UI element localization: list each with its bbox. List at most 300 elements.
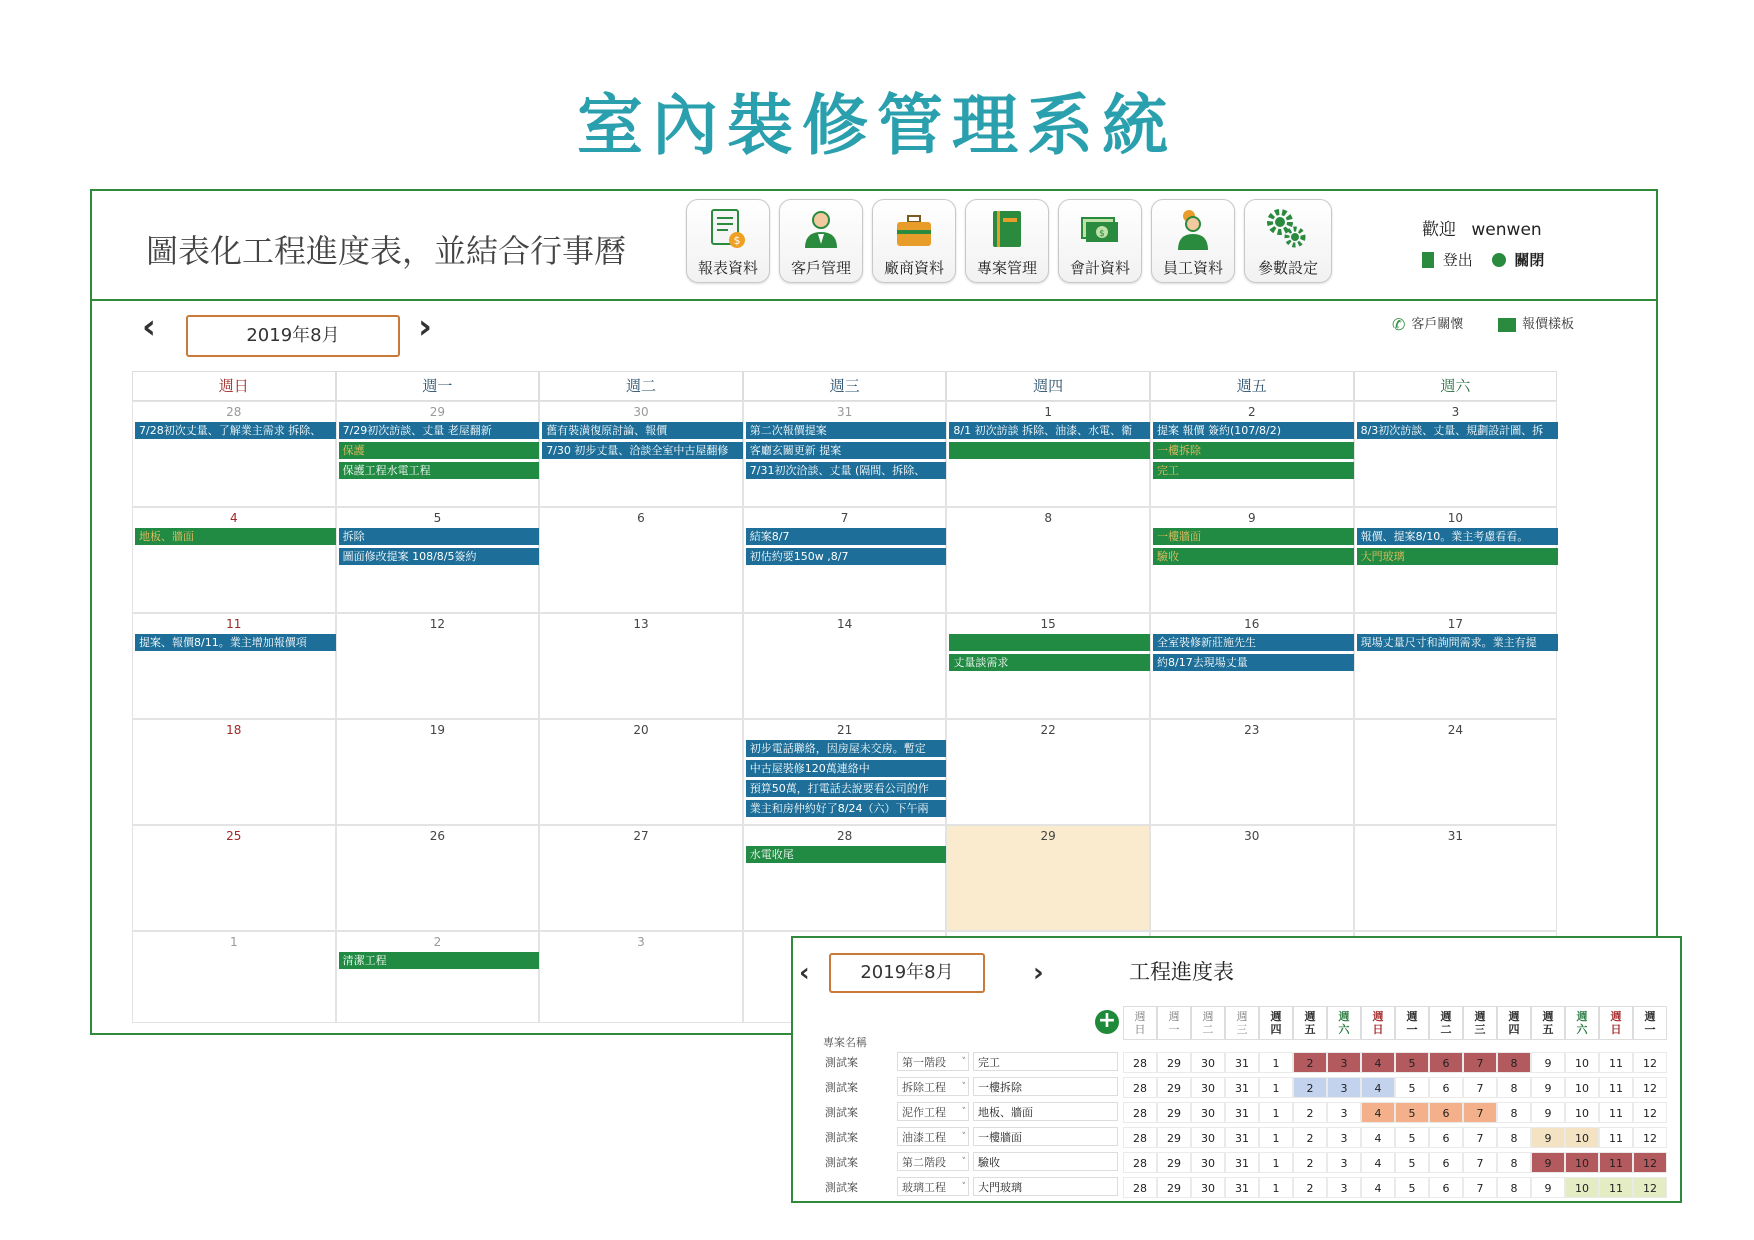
toolbar-project-button[interactable] bbox=[965, 199, 1049, 283]
report-icon bbox=[708, 208, 748, 252]
gantt-day-cell[interactable]: 1 bbox=[1259, 1077, 1293, 1098]
gantt-weekday-header: 週 一 bbox=[1395, 1006, 1429, 1040]
gantt-stage-select[interactable]: 油漆工程 ˅ bbox=[897, 1127, 969, 1146]
gantt-day-cell[interactable]: 10 bbox=[1565, 1052, 1599, 1073]
gantt-day-cell[interactable]: 10 bbox=[1565, 1177, 1599, 1198]
gantt-day-cell[interactable]: 1 bbox=[1259, 1052, 1293, 1073]
gantt-day-cell[interactable]: 10 bbox=[1565, 1077, 1599, 1098]
app-window bbox=[90, 189, 1658, 1035]
day-number: 23 bbox=[1244, 723, 1260, 737]
calendar-event[interactable]: 結案8/7 bbox=[746, 528, 948, 545]
gantt-day-cell[interactable]: 9 bbox=[1531, 1127, 1565, 1148]
gantt-day-cell[interactable]: 2 bbox=[1293, 1102, 1327, 1123]
gantt-day-cell[interactable]: 9 bbox=[1531, 1177, 1565, 1198]
gantt-day-cell[interactable]: 4 bbox=[1361, 1177, 1395, 1198]
gantt-day-cell[interactable]: 31 bbox=[1225, 1077, 1259, 1098]
gantt-day-cell[interactable]: 6 bbox=[1429, 1052, 1463, 1073]
gantt-day-cell[interactable]: 7 bbox=[1463, 1052, 1497, 1073]
gantt-day-cell[interactable]: 12 bbox=[1633, 1177, 1667, 1198]
gantt-day-cell[interactable]: 10 bbox=[1565, 1152, 1599, 1173]
gantt-day-cell[interactable]: 29 bbox=[1157, 1177, 1191, 1198]
day-number: 2 bbox=[1247, 405, 1256, 419]
prev-month-button[interactable]: ‹ bbox=[142, 307, 157, 347]
calendar-event[interactable]: 7/28初次丈量、了解業主需求 拆除、 bbox=[135, 422, 337, 439]
chevron-down-icon: ˅ bbox=[961, 1107, 966, 1117]
gantt-day-cell[interactable]: 30 bbox=[1191, 1177, 1225, 1198]
calendar-event[interactable]: 8/3初次訪談、丈量、規劃設計圖、拆 bbox=[1357, 422, 1559, 439]
calendar-day[interactable] bbox=[1354, 825, 1558, 931]
calendar-day[interactable] bbox=[539, 719, 743, 825]
calendar-event[interactable]: 客廳玄關更新 提案 bbox=[746, 442, 948, 459]
gantt-task-input[interactable]: 完工 bbox=[973, 1052, 1118, 1071]
day-number: 17 bbox=[1447, 617, 1464, 631]
gantt-day-cell[interactable]: 3 bbox=[1327, 1052, 1361, 1073]
day-number: 31 bbox=[1447, 829, 1464, 843]
gantt-day-cell[interactable]: 11 bbox=[1599, 1177, 1633, 1198]
gantt-day-cell[interactable]: 28 bbox=[1123, 1102, 1157, 1123]
gantt-day-cell[interactable]: 4 bbox=[1361, 1127, 1395, 1148]
calendar-day[interactable] bbox=[1150, 825, 1354, 931]
toolbar-label: 專案管理 bbox=[976, 259, 1037, 277]
day-number: 22 bbox=[1040, 723, 1056, 737]
gantt-day-cell[interactable]: 11 bbox=[1599, 1102, 1633, 1123]
calendar-day[interactable] bbox=[1354, 507, 1558, 613]
gantt-day-cell[interactable]: 12 bbox=[1633, 1152, 1667, 1173]
calendar-event[interactable]: 約8/17去現場丈量 bbox=[1153, 654, 1355, 671]
calendar-day[interactable] bbox=[539, 507, 743, 613]
day-number: 10 bbox=[1447, 511, 1464, 525]
gantt-day-cell[interactable]: 11 bbox=[1599, 1052, 1633, 1073]
gantt-day-cell[interactable]: 3 bbox=[1327, 1152, 1361, 1173]
gantt-weekday-header: 週 四 bbox=[1259, 1006, 1293, 1040]
calendar-day[interactable] bbox=[336, 931, 540, 1023]
gantt-stage-select[interactable]: 泥作工程 ˅ bbox=[897, 1102, 969, 1121]
toolbar-label: 員工資料 bbox=[1162, 259, 1223, 277]
gantt-stage-select[interactable]: 第一階段 ˅ bbox=[897, 1052, 969, 1071]
gantt-day-cell[interactable]: 10 bbox=[1565, 1102, 1599, 1123]
gantt-day-cell[interactable]: 6 bbox=[1429, 1127, 1463, 1148]
svg-text:$: $ bbox=[733, 234, 741, 247]
calendar-day[interactable] bbox=[336, 613, 540, 719]
calendar-event[interactable] bbox=[949, 442, 1151, 459]
day-number: 9 bbox=[1247, 511, 1256, 525]
calendar-day[interactable] bbox=[946, 719, 1150, 825]
calendar-day[interactable] bbox=[132, 613, 336, 719]
calendar-event[interactable]: 提案、報價8/11。業主增加報價項 bbox=[135, 634, 337, 651]
logout-link[interactable]: 登出 bbox=[1442, 251, 1473, 269]
gantt-day-cell[interactable]: 3 bbox=[1327, 1077, 1361, 1098]
account-actions bbox=[1422, 249, 1544, 270]
day-number: 3 bbox=[1451, 405, 1460, 419]
toolbar-label: 報表資料 bbox=[697, 259, 758, 277]
gantt-day-cell[interactable]: 12 bbox=[1633, 1052, 1667, 1073]
gantt-day-cell[interactable]: 30 bbox=[1191, 1152, 1225, 1173]
gantt-task-input[interactable]: 地板、牆面 bbox=[973, 1102, 1118, 1121]
calendar-day[interactable] bbox=[743, 825, 947, 931]
calendar-event[interactable]: 初估約要150w ,8/7 bbox=[746, 548, 948, 565]
day-number: 2 bbox=[433, 935, 442, 949]
calendar-event[interactable]: 7/29初次訪談、丈量 老屋翻新 bbox=[339, 422, 541, 439]
toolbar-label: 會計資料 bbox=[1069, 259, 1130, 277]
gantt-day-cell[interactable]: 11 bbox=[1599, 1152, 1633, 1173]
gantt-day-cell[interactable]: 30 bbox=[1191, 1127, 1225, 1148]
gantt-day-cell[interactable]: 7 bbox=[1463, 1102, 1497, 1123]
gantt-day-cell[interactable]: 4 bbox=[1361, 1077, 1395, 1098]
gantt-task-input[interactable]: 一樓拆除 bbox=[973, 1077, 1118, 1096]
gantt-project-name: 測試案 bbox=[825, 1081, 858, 1094]
gantt-day-cell[interactable]: 2 bbox=[1293, 1177, 1327, 1198]
calendar-day[interactable] bbox=[743, 719, 947, 825]
calendar-event[interactable]: 舊有裝潢復原討論、報價 bbox=[542, 422, 744, 439]
chevron-down-icon: ˅ bbox=[961, 1082, 966, 1092]
gantt-project-name: 測試案 bbox=[825, 1056, 858, 1069]
calendar-event[interactable]: 7/30 初步丈量、洽談全室中古屋翻修 bbox=[542, 442, 744, 459]
day-number: 30 bbox=[633, 405, 649, 419]
day-number: 21 bbox=[836, 723, 853, 737]
toolbar-employee-button[interactable] bbox=[1151, 199, 1235, 283]
calendar-event[interactable]: 8/1 初次訪談 拆除、油漆、水電、衛 bbox=[949, 422, 1151, 439]
gantt-day-cell[interactable]: 1 bbox=[1259, 1177, 1293, 1198]
calendar-day[interactable] bbox=[1150, 613, 1354, 719]
weekday-header: 週五 bbox=[1150, 371, 1354, 401]
calendar-day[interactable] bbox=[132, 401, 336, 507]
calendar-event[interactable]: 提案 報價 簽約(107/8/2) bbox=[1153, 422, 1355, 439]
calendar-day[interactable] bbox=[1150, 507, 1354, 613]
gantt-day-cell[interactable]: 9 bbox=[1531, 1152, 1565, 1173]
calendar-day[interactable] bbox=[132, 719, 336, 825]
day-number: 6 bbox=[637, 511, 645, 525]
gantt-day-cell[interactable]: 8 bbox=[1497, 1127, 1531, 1148]
customer-care-label: 客戶關懷 bbox=[1411, 317, 1464, 332]
gantt-next-month-button[interactable]: › bbox=[1033, 958, 1044, 988]
calendar-event[interactable]: 報價、提案8/10。業主考慮看看。 bbox=[1357, 528, 1559, 545]
calendar-event[interactable]: 完工 bbox=[1153, 462, 1355, 479]
gantt-day-cell[interactable]: 8 bbox=[1497, 1077, 1531, 1098]
calendar-day[interactable] bbox=[132, 507, 336, 613]
day-number: 12 bbox=[429, 617, 446, 631]
gantt-task-input[interactable]: 大門玻璃 bbox=[973, 1177, 1118, 1196]
gantt-day-cell[interactable]: 28 bbox=[1123, 1152, 1157, 1173]
day-number: 18 bbox=[226, 723, 242, 737]
chevron-down-icon: ˅ bbox=[961, 1057, 966, 1067]
gantt-day-cell[interactable]: 28 bbox=[1123, 1127, 1157, 1148]
gantt-prev-month-button[interactable]: ‹ bbox=[799, 958, 810, 988]
day-number: 7 bbox=[840, 511, 849, 525]
gantt-weekday-header: 週 六 bbox=[1565, 1006, 1599, 1040]
gantt-day-cell[interactable]: 9 bbox=[1531, 1052, 1565, 1073]
close-link[interactable]: 關閉 bbox=[1514, 251, 1545, 269]
gantt-day-cell[interactable]: 29 bbox=[1157, 1127, 1191, 1148]
gantt-day-cell[interactable]: 3 bbox=[1327, 1102, 1361, 1123]
customer-care-link[interactable] bbox=[1392, 313, 1463, 334]
gantt-weekday-header: 週 三 bbox=[1225, 1006, 1259, 1040]
gantt-day-cell[interactable]: 9 bbox=[1531, 1077, 1565, 1098]
calendar-event[interactable]: 現場丈量尺寸和詢問需求。業主有提 bbox=[1357, 634, 1559, 651]
gantt-day-cell[interactable]: 31 bbox=[1225, 1127, 1259, 1148]
gantt-day-cell[interactable]: 8 bbox=[1497, 1102, 1531, 1123]
calendar-day[interactable] bbox=[1150, 719, 1354, 825]
gantt-day-cell[interactable]: 11 bbox=[1599, 1077, 1633, 1098]
calendar-event[interactable]: 拆除 bbox=[339, 528, 541, 545]
gantt-project-name: 測試案 bbox=[825, 1156, 858, 1169]
gantt-day-cell[interactable]: 7 bbox=[1463, 1177, 1497, 1198]
calendar-day[interactable] bbox=[1354, 613, 1558, 719]
gantt-row bbox=[793, 1100, 1680, 1125]
day-number: 4 bbox=[229, 511, 238, 525]
calendar-day[interactable] bbox=[1354, 719, 1558, 825]
gantt-day-cell[interactable]: 30 bbox=[1191, 1052, 1225, 1073]
employee-icon bbox=[1173, 208, 1213, 252]
chevron-down-icon: ˅ bbox=[961, 1132, 966, 1142]
calendar-event[interactable]: 預算50萬，打電話去說要看公司的作 bbox=[746, 780, 948, 797]
customer-icon bbox=[801, 208, 841, 252]
gantt-weekday-header: 週 一 bbox=[1633, 1006, 1667, 1040]
gantt-day-cell[interactable]: 5 bbox=[1395, 1127, 1429, 1148]
gantt-project-name: 測試案 bbox=[825, 1181, 858, 1194]
gantt-row bbox=[793, 1125, 1680, 1150]
day-number: 13 bbox=[633, 617, 649, 631]
gantt-day-cell[interactable]: 6 bbox=[1429, 1177, 1463, 1198]
day-number: 1 bbox=[229, 935, 238, 949]
calendar-day-today[interactable] bbox=[946, 825, 1150, 931]
gantt-day-cell[interactable]: 5 bbox=[1395, 1077, 1429, 1098]
calendar-day[interactable] bbox=[1150, 401, 1354, 507]
gantt-day-cell[interactable]: 6 bbox=[1429, 1152, 1463, 1173]
calendar-day[interactable] bbox=[336, 507, 540, 613]
toolbar-label: 參數設定 bbox=[1257, 259, 1318, 277]
calendar-event[interactable]: 清潔工程 bbox=[339, 952, 541, 969]
gantt-day-cell[interactable]: 31 bbox=[1225, 1152, 1259, 1173]
gantt-task-input[interactable]: 一樓牆面 bbox=[973, 1127, 1118, 1146]
calendar-day[interactable] bbox=[946, 401, 1150, 507]
gantt-day-cell[interactable]: 5 bbox=[1395, 1152, 1429, 1173]
day-number: 19 bbox=[429, 723, 446, 737]
gantt-day-cell[interactable]: 9 bbox=[1531, 1102, 1565, 1123]
calendar-event[interactable]: 7/31初次洽談、丈量 (隔間、拆除、 bbox=[746, 462, 948, 479]
gantt-weekday-header: 週 二 bbox=[1429, 1006, 1463, 1040]
gantt-weekday-header: 週 二 bbox=[1191, 1006, 1225, 1040]
username: wenwen bbox=[1471, 220, 1542, 240]
gantt-day-cell[interactable]: 2 bbox=[1293, 1127, 1327, 1148]
month-selector[interactable]: 2019年8月 bbox=[186, 315, 400, 357]
chevron-down-icon: ˅ bbox=[961, 1157, 966, 1167]
gantt-day-cell[interactable]: 12 bbox=[1633, 1127, 1667, 1148]
day-number: 11 bbox=[226, 617, 242, 631]
gantt-day-cell[interactable]: 31 bbox=[1225, 1177, 1259, 1198]
calendar-event[interactable]: 水電收尾 bbox=[746, 846, 948, 863]
gantt-weekday-header: 週 四 bbox=[1497, 1006, 1531, 1040]
gantt-stage-select[interactable]: 拆除工程 ˅ bbox=[897, 1077, 969, 1096]
gantt-day-cell[interactable]: 28 bbox=[1123, 1177, 1157, 1198]
toolbar-customer-button[interactable] bbox=[779, 199, 863, 283]
gantt-weekday-header: 週 日 bbox=[1123, 1006, 1157, 1040]
weekday-header: 週二 bbox=[539, 371, 743, 401]
day-number: 28 bbox=[226, 405, 242, 419]
gantt-day-cell[interactable]: 2 bbox=[1293, 1052, 1327, 1073]
weekday-header: 週三 bbox=[743, 371, 947, 401]
chevron-down-icon: ˅ bbox=[961, 1182, 966, 1192]
calendar-day[interactable] bbox=[539, 613, 743, 719]
settings-gears-icon bbox=[1266, 208, 1306, 252]
toolbar-accounting-button[interactable] bbox=[1058, 199, 1142, 283]
calendar-day[interactable] bbox=[946, 507, 1150, 613]
gantt-day-cell[interactable]: 29 bbox=[1157, 1077, 1191, 1098]
day-number: 24 bbox=[1447, 723, 1464, 737]
gantt-weekday-header: 週 三 bbox=[1463, 1006, 1497, 1040]
calendar-event[interactable]: 圖面修改提案 108/8/5簽約 bbox=[339, 548, 541, 565]
calendar-day[interactable] bbox=[743, 613, 947, 719]
gantt-project-column-header: 專案名稱 bbox=[823, 1036, 867, 1049]
welcome-text bbox=[1422, 215, 1542, 240]
gantt-day-cell[interactable]: 7 bbox=[1463, 1127, 1497, 1148]
gantt-day-cell[interactable]: 6 bbox=[1429, 1077, 1463, 1098]
next-month-button[interactable]: › bbox=[418, 307, 433, 347]
gantt-day-cell[interactable]: 29 bbox=[1157, 1102, 1191, 1123]
gantt-stage-select[interactable]: 玻璃工程 ˅ bbox=[897, 1177, 969, 1196]
gantt-row bbox=[793, 1050, 1680, 1075]
gantt-day-cell[interactable]: 4 bbox=[1361, 1152, 1395, 1173]
welcome-label: 歡迎 bbox=[1422, 220, 1456, 240]
project-book-icon bbox=[987, 208, 1027, 252]
page-title: 室內裝修管理系統 bbox=[577, 87, 1177, 164]
calendar-event[interactable] bbox=[949, 634, 1151, 651]
phone-icon: ✆ bbox=[1392, 315, 1406, 334]
toolbar-settings-button[interactable] bbox=[1244, 199, 1332, 283]
gantt-day-cell[interactable]: 1 bbox=[1259, 1127, 1293, 1148]
weekday-header: 週四 bbox=[946, 371, 1150, 401]
gantt-day-cell[interactable]: 31 bbox=[1225, 1052, 1259, 1073]
day-number: 20 bbox=[633, 723, 649, 737]
gantt-weekday-header: 週 一 bbox=[1157, 1006, 1191, 1040]
gantt-day-cell[interactable]: 12 bbox=[1633, 1102, 1667, 1123]
gantt-row bbox=[793, 1150, 1680, 1175]
day-number: 14 bbox=[836, 617, 853, 631]
weekday-header: 週六 bbox=[1354, 371, 1558, 401]
gantt-month-selector[interactable]: 2019年8月 bbox=[829, 953, 985, 993]
gantt-day-cell[interactable]: 3 bbox=[1327, 1127, 1361, 1148]
calendar-day[interactable] bbox=[539, 825, 743, 931]
weekday-header: 週一 bbox=[336, 371, 540, 401]
calendar-day[interactable] bbox=[336, 401, 540, 507]
gantt-weekday-header: 週 五 bbox=[1531, 1006, 1565, 1040]
power-icon bbox=[1492, 253, 1506, 267]
toolbar-vendor-button[interactable] bbox=[872, 199, 956, 283]
calendar-event[interactable]: 中古屋裝修120萬連絡中 bbox=[746, 760, 948, 777]
day-number: 28 bbox=[836, 829, 853, 843]
calendar-day[interactable] bbox=[946, 613, 1150, 719]
gantt-day-cell[interactable]: 1 bbox=[1259, 1102, 1293, 1123]
gantt-day-cell[interactable]: 30 bbox=[1191, 1077, 1225, 1098]
gantt-day-cell[interactable]: 2 bbox=[1293, 1077, 1327, 1098]
calendar-event[interactable]: 業主和房仲約好了8/24（六）下午兩 bbox=[746, 800, 948, 817]
day-number: 29 bbox=[1040, 829, 1056, 843]
gantt-day-cell[interactable]: 12 bbox=[1633, 1077, 1667, 1098]
gantt-day-cell[interactable]: 1 bbox=[1259, 1152, 1293, 1173]
gantt-day-cell[interactable]: 29 bbox=[1157, 1052, 1191, 1073]
gantt-day-cell[interactable]: 6 bbox=[1429, 1102, 1463, 1123]
accounting-money-icon bbox=[1080, 208, 1120, 252]
gantt-day-cell[interactable]: 8 bbox=[1497, 1152, 1531, 1173]
toolbar-label: 廠商資料 bbox=[883, 259, 944, 277]
gantt-day-cell[interactable]: 2 bbox=[1293, 1152, 1327, 1173]
gantt-row bbox=[793, 1075, 1680, 1100]
calendar-event[interactable]: 一樓拆除 bbox=[1153, 442, 1355, 459]
day-number: 31 bbox=[836, 405, 853, 419]
gantt-day-cell[interactable]: 8 bbox=[1497, 1052, 1531, 1073]
gantt-weekday-header: 週 五 bbox=[1293, 1006, 1327, 1040]
gantt-project-name: 測試案 bbox=[825, 1131, 858, 1144]
svg-text:$: $ bbox=[1099, 229, 1105, 239]
calendar-event[interactable]: 全室裝修新莊施先生 bbox=[1153, 634, 1355, 651]
day-number: 15 bbox=[1040, 617, 1056, 631]
gantt-day-cell[interactable]: 3 bbox=[1327, 1177, 1361, 1198]
day-number: 1 bbox=[1044, 405, 1052, 419]
gantt-stage-select[interactable]: 第二階段 ˅ bbox=[897, 1152, 969, 1171]
logout-icon bbox=[1422, 252, 1434, 268]
gantt-day-cell[interactable]: 4 bbox=[1361, 1102, 1395, 1123]
calendar-day[interactable] bbox=[132, 825, 336, 931]
calendar-day[interactable] bbox=[743, 507, 947, 613]
calendar-event[interactable]: 第二次報價提案 bbox=[746, 422, 948, 439]
gantt-day-cell[interactable]: 28 bbox=[1123, 1052, 1157, 1073]
quote-template-label: 報價樣板 bbox=[1522, 317, 1575, 332]
gantt-row bbox=[793, 1175, 1680, 1200]
day-number: 25 bbox=[226, 829, 242, 843]
calendar-day[interactable] bbox=[1354, 401, 1558, 507]
add-task-button[interactable]: + bbox=[1095, 1010, 1119, 1034]
gantt-title: 工程進度表 bbox=[1129, 960, 1234, 984]
calendar-day[interactable] bbox=[539, 401, 743, 507]
calendar-day[interactable] bbox=[539, 931, 743, 1023]
gantt-day-cell[interactable]: 4 bbox=[1361, 1052, 1395, 1073]
calendar-event[interactable]: 保護 bbox=[339, 442, 541, 459]
gantt-day-cell[interactable]: 11 bbox=[1599, 1127, 1633, 1148]
calendar-day[interactable] bbox=[336, 719, 540, 825]
day-number: 16 bbox=[1244, 617, 1260, 631]
gantt-day-cell[interactable]: 10 bbox=[1565, 1127, 1599, 1148]
gantt-day-cell[interactable]: 30 bbox=[1191, 1102, 1225, 1123]
day-number: 3 bbox=[637, 935, 645, 949]
gantt-day-cell[interactable]: 5 bbox=[1395, 1052, 1429, 1073]
gantt-day-cell[interactable]: 7 bbox=[1463, 1152, 1497, 1173]
calendar-event[interactable]: 地板、牆面 bbox=[135, 528, 337, 545]
calendar-day[interactable] bbox=[336, 825, 540, 931]
gantt-day-cell[interactable]: 8 bbox=[1497, 1177, 1531, 1198]
calendar-day[interactable] bbox=[743, 401, 947, 507]
gantt-panel bbox=[791, 936, 1682, 1203]
gantt-day-cell[interactable]: 31 bbox=[1225, 1102, 1259, 1123]
calendar-event[interactable]: 一樓牆面 bbox=[1153, 528, 1355, 545]
calendar-event[interactable]: 丈量談需求 bbox=[949, 654, 1151, 671]
calendar-day[interactable] bbox=[132, 931, 336, 1023]
calendar-event[interactable]: 保護工程水電工程 bbox=[339, 462, 541, 479]
vendor-briefcase-icon bbox=[894, 208, 934, 252]
calendar-event[interactable]: 初步電話聯絡，因房屋未交房。暫定 bbox=[746, 740, 948, 757]
quote-template-link[interactable] bbox=[1498, 313, 1574, 332]
weekday-header: 週日 bbox=[132, 371, 336, 401]
calendar-event[interactable]: 驗收 bbox=[1153, 548, 1355, 565]
calendar-event[interactable]: 大門玻璃 bbox=[1357, 548, 1559, 565]
gantt-day-cell[interactable]: 5 bbox=[1395, 1177, 1429, 1198]
gantt-day-cell[interactable]: 7 bbox=[1463, 1077, 1497, 1098]
day-number: 29 bbox=[429, 405, 446, 419]
gantt-day-cell[interactable]: 29 bbox=[1157, 1152, 1191, 1173]
toolbar-report-button[interactable] bbox=[686, 199, 770, 283]
day-number: 5 bbox=[433, 511, 442, 525]
gantt-task-input[interactable]: 驗收 bbox=[973, 1152, 1118, 1171]
gantt-day-cell[interactable]: 28 bbox=[1123, 1077, 1157, 1098]
gantt-day-cell[interactable]: 5 bbox=[1395, 1102, 1429, 1123]
